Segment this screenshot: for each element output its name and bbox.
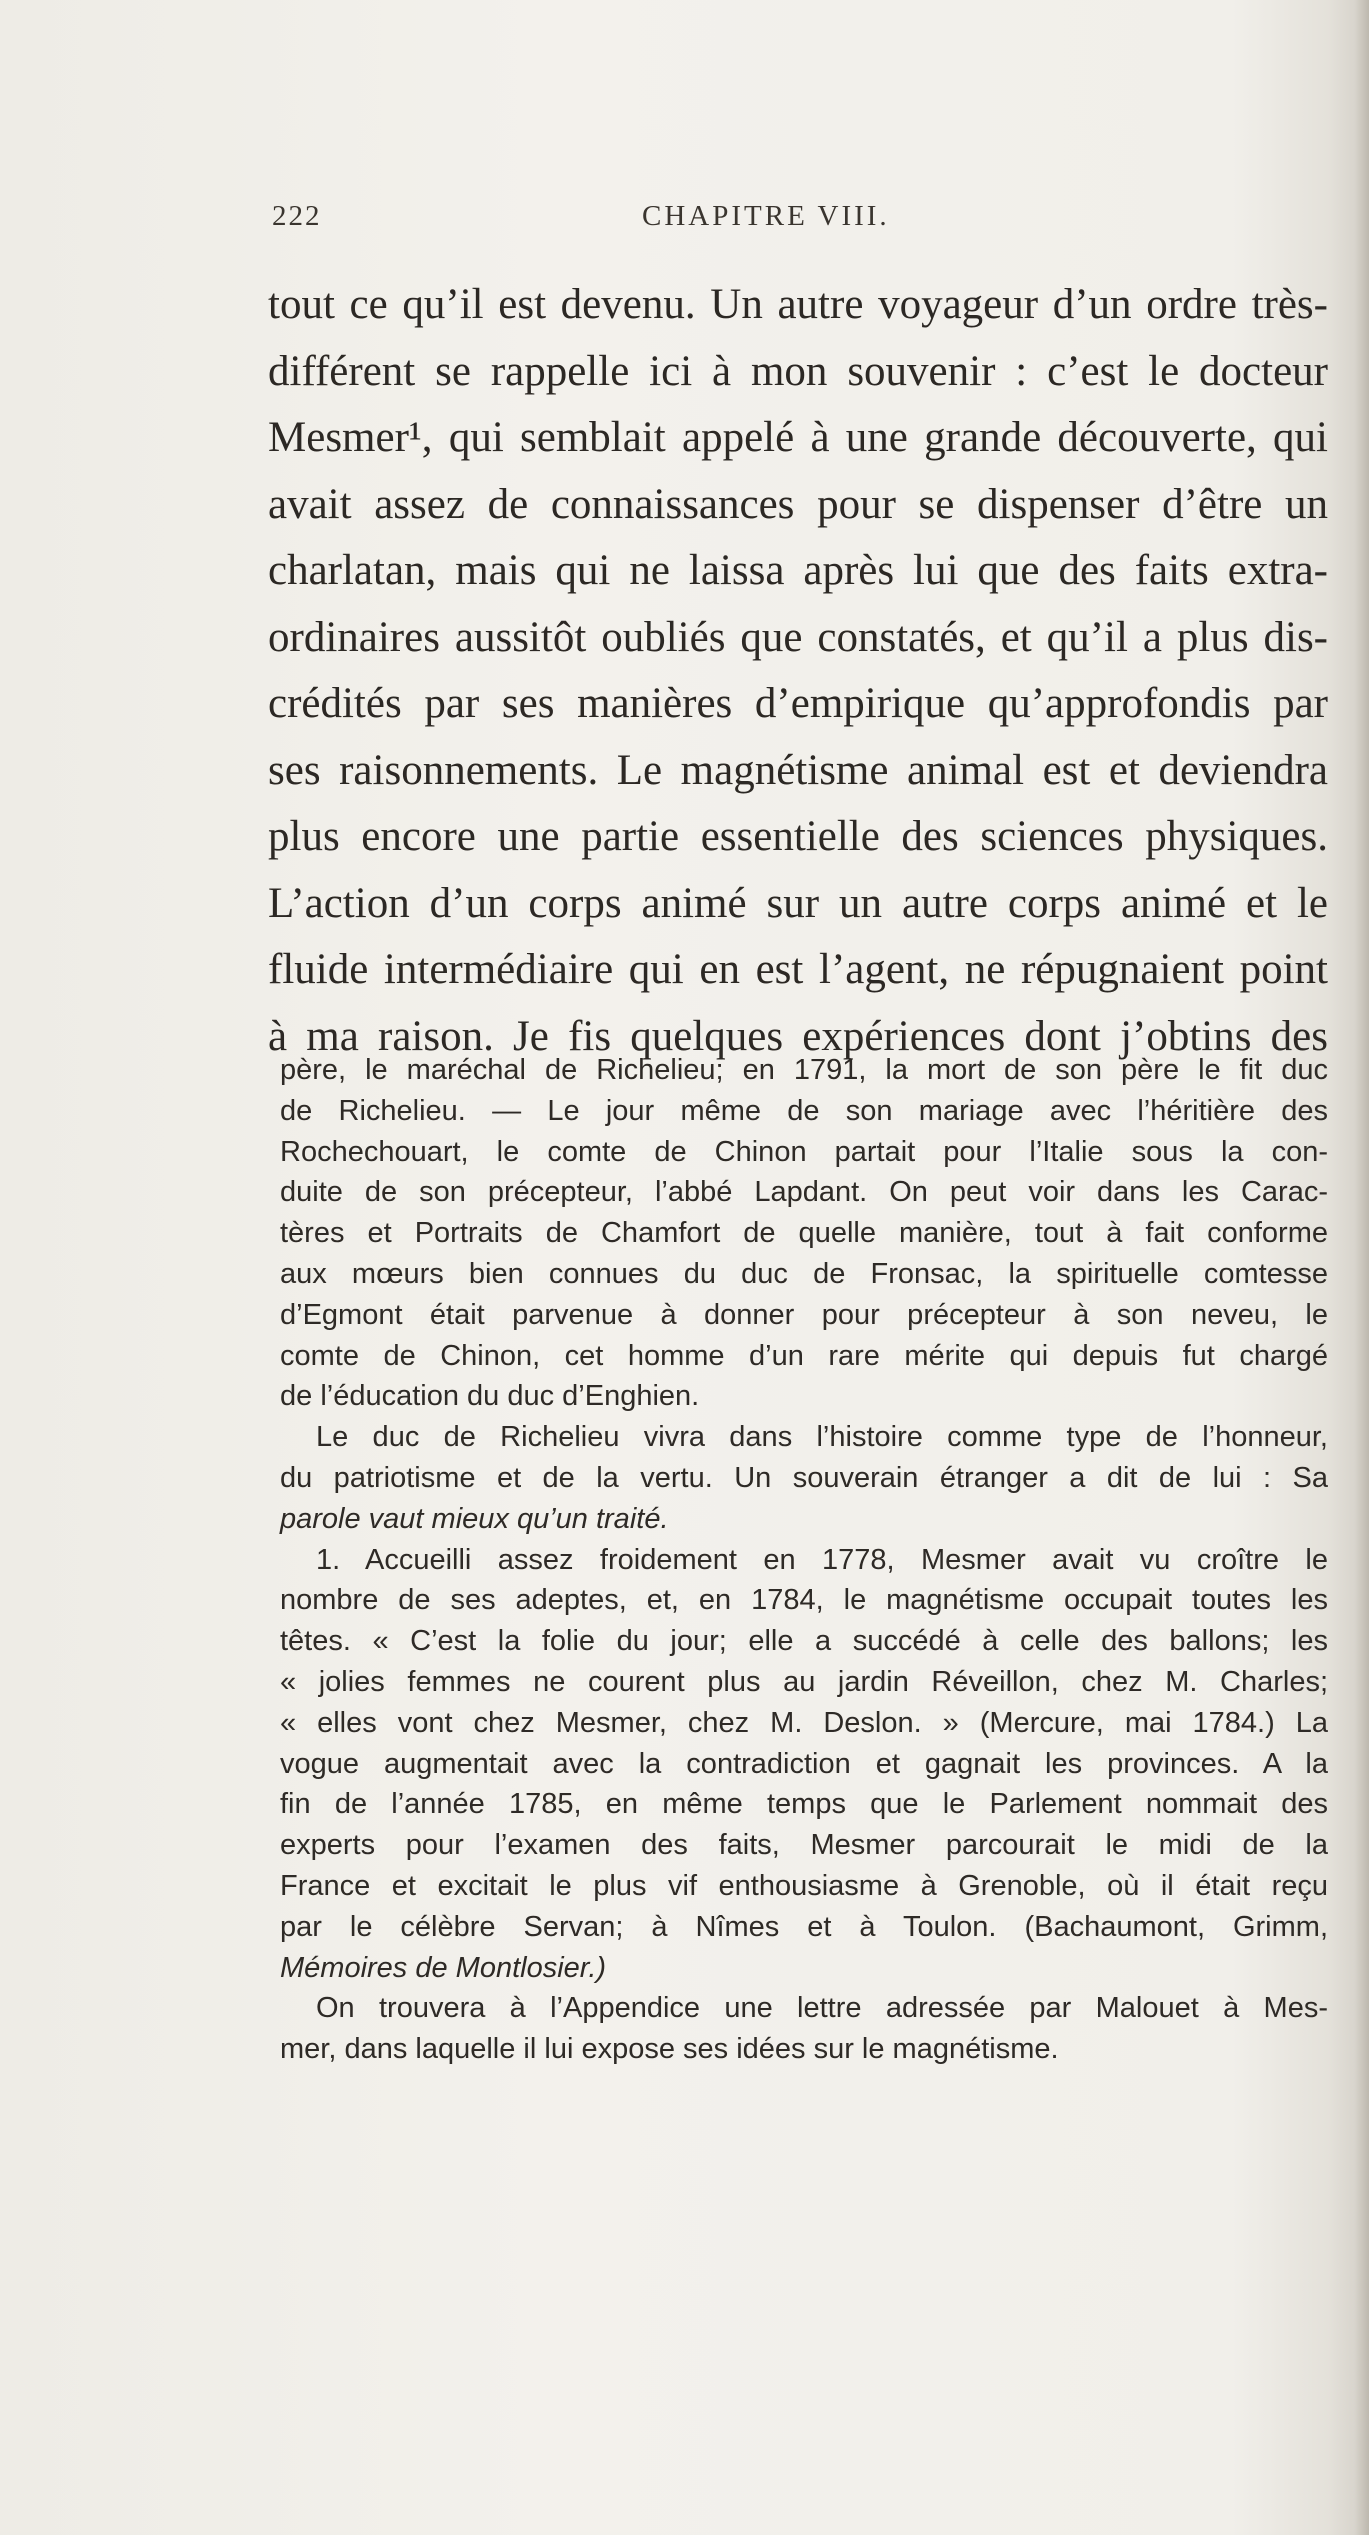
- footnote-line: aux mœurs bien connues du duc de Fronsac, la spirituelle comtesse: [280, 1257, 1328, 1290]
- text-line: charlatan, mais qui ne laissa après lui que des faits extra-: [268, 547, 1328, 594]
- footnote-line: parole vaut mieux qu’un traité.: [280, 1502, 669, 1535]
- page-header: [272, 200, 1172, 250]
- footnote-line: nombre de ses adeptes, et, en 1784, le magnétisme occupait toutes les: [280, 1584, 1328, 1617]
- footnote-line: tères et Portraits de Chamfort de quelle manière, tout à fait conforme: [280, 1217, 1328, 1250]
- text-line: ordinaires aussitôt oubliés que constatés, et qu’il a plus dis-: [268, 613, 1328, 661]
- footnote-line: Mémoires de Montlosier.): [280, 1951, 607, 1984]
- footnote-line: par le célèbre Servan; à Nîmes et à Toulon. (Bachaumont, Grimm,: [280, 1910, 1328, 1943]
- text-line: fluide intermédiaire qui en est l’agent, ne répugnaient point: [268, 946, 1328, 993]
- footnote-line: France et excitait le plus vif enthousiasme à Grenoble, où il était reçu: [280, 1869, 1328, 1902]
- footnote-line: mer, dans laquelle il lui expose ses idées sur le magnétisme.: [280, 2033, 1059, 2066]
- footnote-line: fin de l’année 1785, en même temps que le Parlement nommait des: [280, 1788, 1328, 1821]
- footnote-line: d’Egmont était parvenue à donner pour précepteur à son neveu, le: [280, 1298, 1328, 1331]
- text-line: L’action d’un corps animé sur un autre corps animé et le: [268, 879, 1328, 927]
- footnote-line: « jolies femmes ne courent plus au jardin Réveillon, chez M. Charles;: [280, 1665, 1328, 1698]
- running-head: CHAPITRE VIII.: [642, 200, 890, 232]
- footnote-line: experts pour l’examen des faits, Mesmer parcourait le midi de la: [280, 1829, 1328, 1862]
- footnote-line: Le duc de Richelieu vivra dans l’histoire comme type de l’honneur,: [316, 1421, 1328, 1454]
- footnote-line: vogue augmentait avec la contradiction et gagnait les provinces. A la: [280, 1747, 1328, 1780]
- text-line: ses raisonnements. Le magnétisme animal est et deviendra: [268, 746, 1328, 794]
- text-line: avait assez de connaissances pour se dispenser d’être un: [268, 480, 1328, 528]
- page-number: 222: [272, 200, 322, 232]
- footnote-line: Rochechouart, le comte de Chinon partait pour l’Italie sous la con-: [280, 1135, 1328, 1168]
- text-line: plus encore une partie essentielle des sciences physiques.: [268, 813, 1328, 860]
- footnote-line: On trouvera à l’Appendice une lettre adressée par Malouet à Mes-: [316, 1992, 1328, 2025]
- footnotes: [280, 1050, 1328, 2070]
- text-line: crédités par ses manières d’empirique qu’approfondis par: [268, 680, 1328, 727]
- footnote-line: de l’éducation du duc d’Enghien.: [280, 1380, 700, 1413]
- footnote-line: père, le maréchal de Richelieu; en 1791, la mort de son père le fit duc: [280, 1054, 1328, 1086]
- footnote-line: têtes. « C’est la folie du jour; elle a succédé à celle des ballons; les: [280, 1625, 1328, 1658]
- page-edge-shadow: [1355, 0, 1369, 2535]
- footnote-line: 1. Accueilli assez froidement en 1778, Mesmer avait vu croître le: [316, 1543, 1328, 1576]
- footnote-line: duite de son précepteur, l’abbé Lapdant. On peut voir dans les Carac-: [280, 1176, 1328, 1209]
- text-line: à ma raison. Je fis quelques expériences dont j’obtins des: [268, 1012, 1328, 1060]
- text-line: tout ce qu’il est devenu. Un autre voyageur d’un ordre très-: [268, 281, 1328, 328]
- main-text: [268, 272, 1328, 1070]
- footnote-line: comte de Chinon, cet homme d’un rare mérite qui depuis fut chargé: [280, 1339, 1328, 1372]
- footnote-line: du patriotisme et de la vertu. Un souverain étranger a dit de lui : Sa: [280, 1461, 1328, 1494]
- footnote-line: « elles vont chez Mesmer, chez M. Deslon. » (Mercure, mai 1784.) La: [280, 1706, 1328, 1739]
- text-line: différent se rappelle ici à mon souvenir : c’est le docteur: [268, 347, 1328, 395]
- footnote-line: de Richelieu. — Le jour même de son mariage avec l’héritière des: [280, 1094, 1328, 1127]
- text-line: Mesmer¹, qui semblait appelé à une grande découverte, qui: [268, 414, 1328, 461]
